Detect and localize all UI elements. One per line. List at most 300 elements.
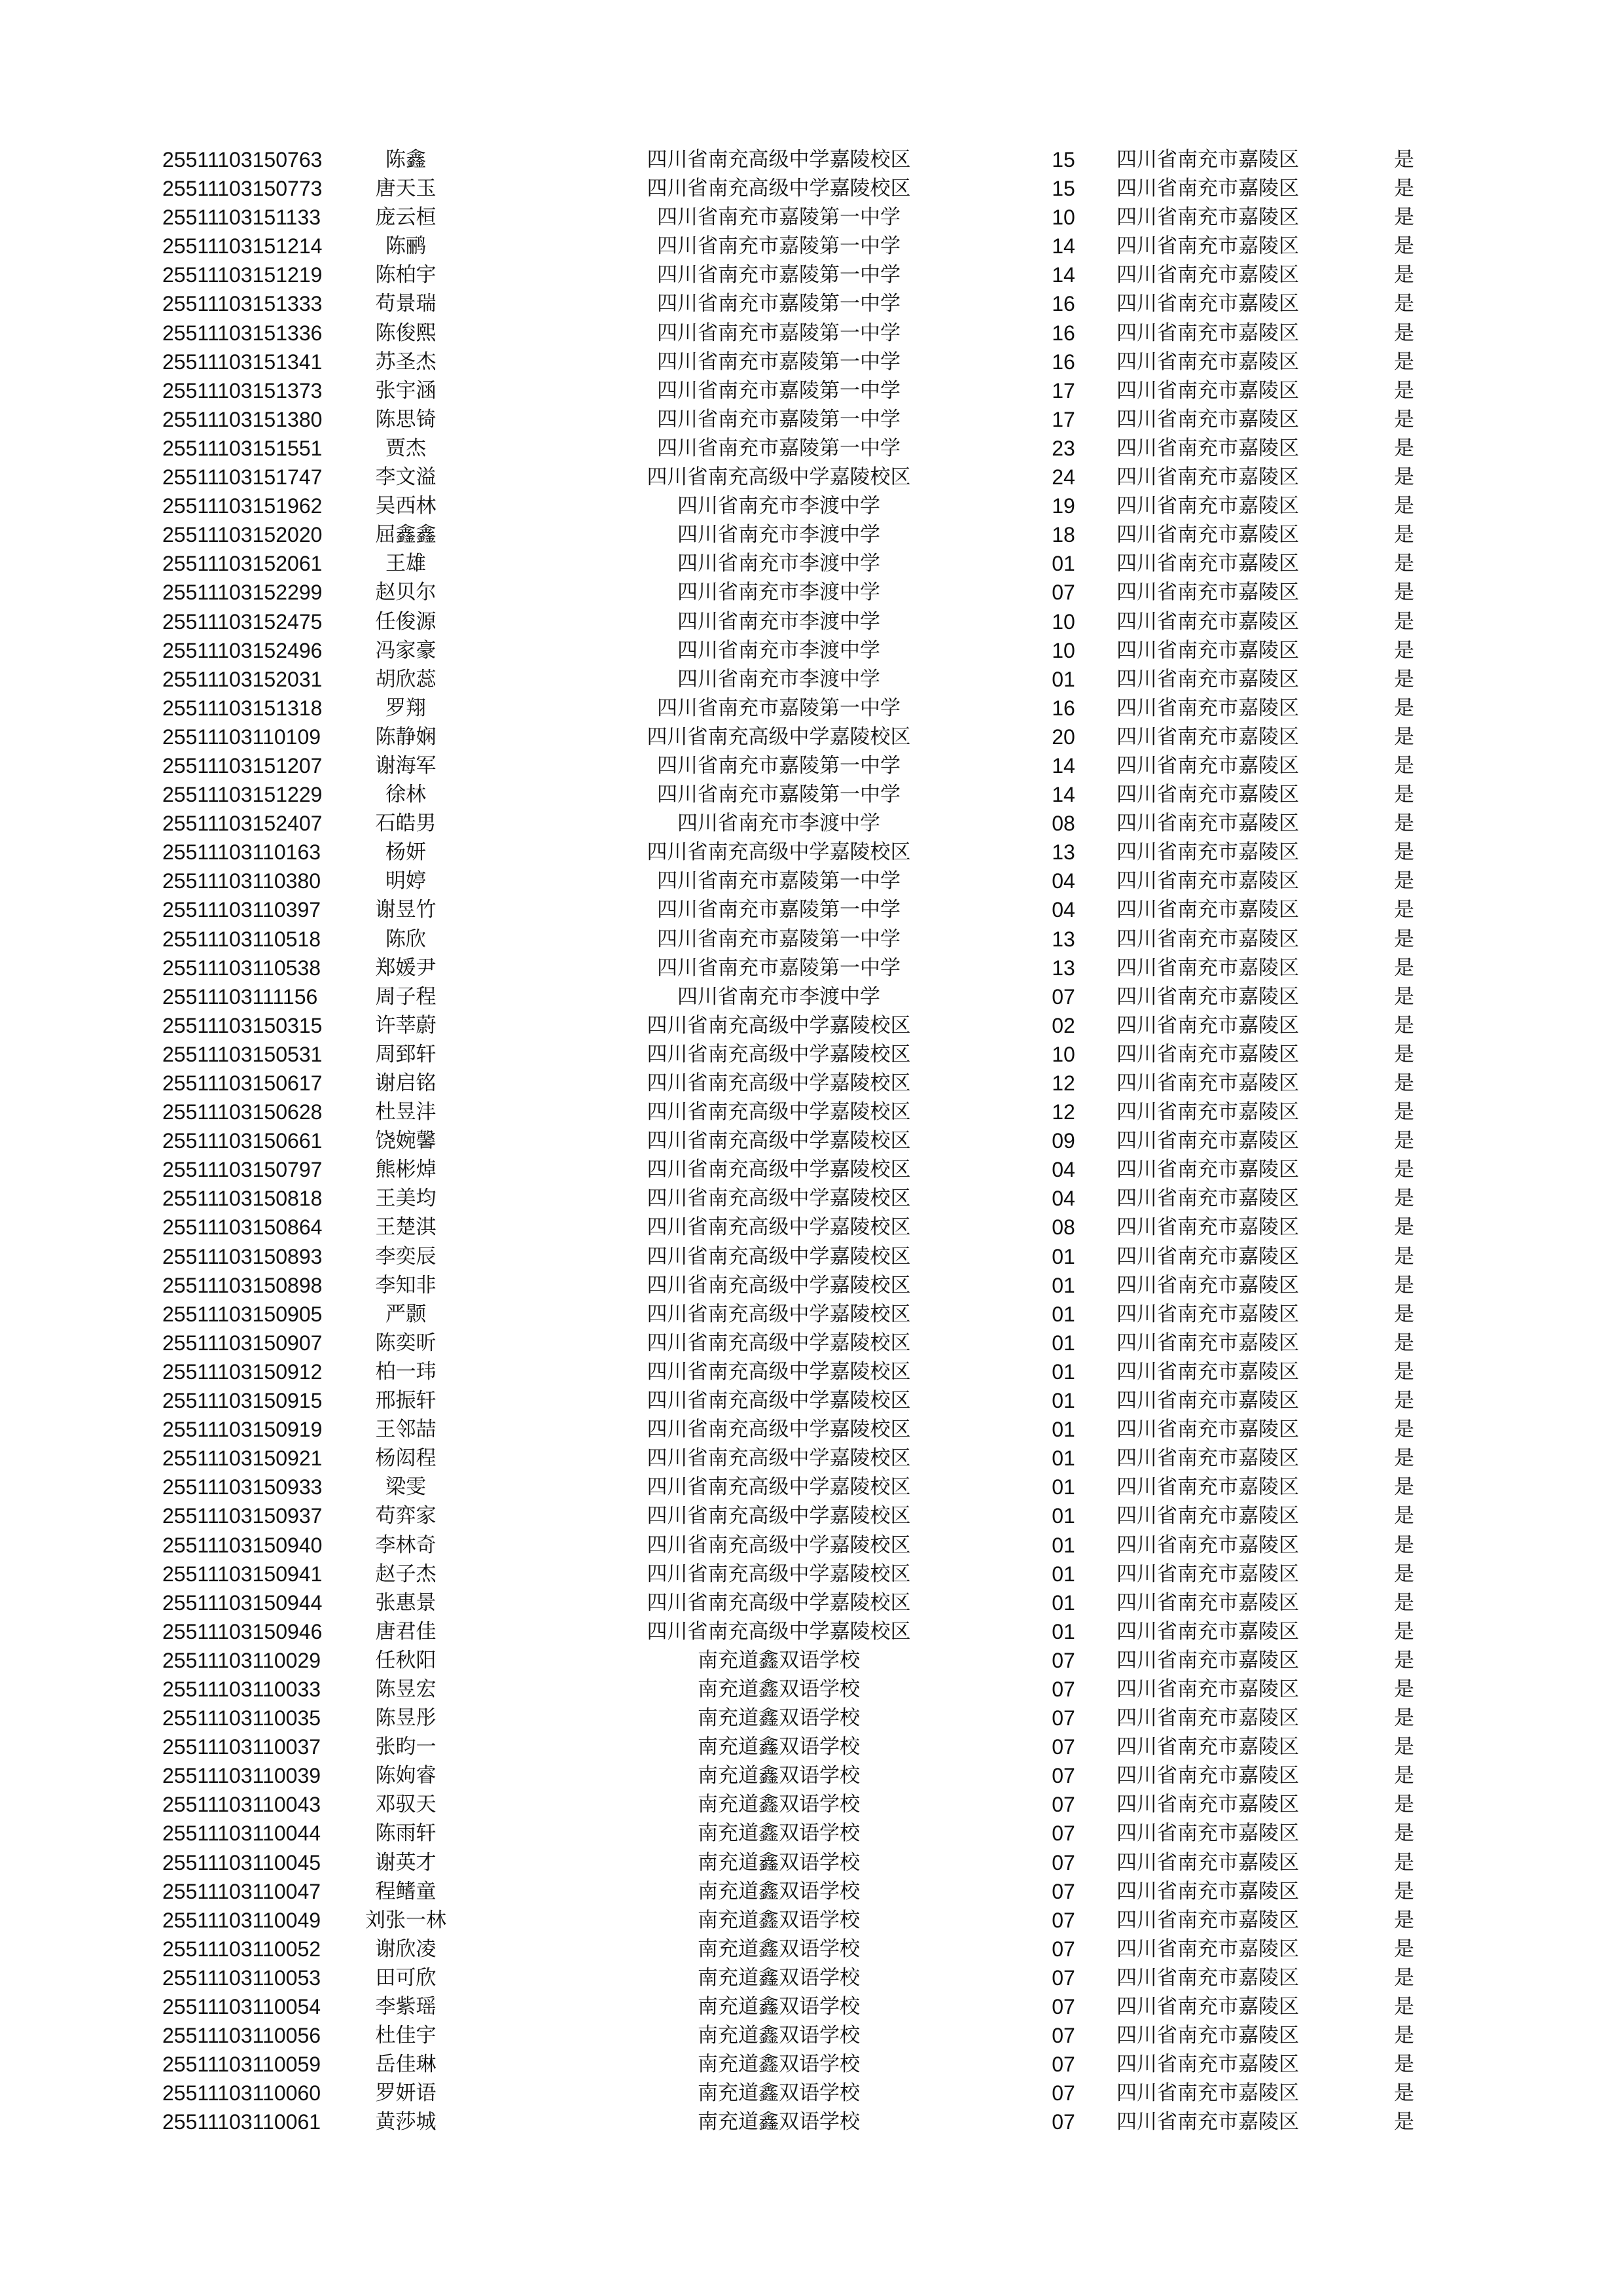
cell-flag: 是	[1394, 407, 1414, 431]
table-row	[0, 1069, 1623, 1098]
cell-grade: 07	[1052, 1937, 1075, 1961]
cell-school: 南充道鑫双语学校	[698, 1879, 860, 1903]
cell-school: 四川省南充市嘉陵第一中学	[657, 696, 901, 720]
cell-name: 徐林	[385, 783, 426, 807]
cell-name: 杜佳宇	[375, 2024, 437, 2048]
cell-region: 四川省南充市嘉陵区	[1116, 1013, 1299, 1037]
cell-grade: 07	[1052, 1965, 1075, 1990]
cell-flag: 是	[1394, 1937, 1414, 1961]
table-row	[0, 723, 1623, 751]
cell-region: 四川省南充市嘉陵区	[1116, 1648, 1299, 1672]
table-row	[0, 1704, 1623, 1732]
cell-flag: 是	[1394, 1302, 1414, 1326]
cell-region: 四川省南充市嘉陵区	[1116, 206, 1299, 230]
cell-grade: 07	[1052, 2024, 1075, 2048]
cell-id: 25511103152299	[162, 581, 323, 605]
cell-flag: 是	[1394, 263, 1414, 287]
cell-school: 四川省南充高级中学嘉陵校区	[647, 1562, 911, 1586]
cell-name: 王雄	[385, 552, 426, 576]
table-row	[0, 1790, 1623, 1819]
cell-grade: 16	[1052, 350, 1075, 374]
table-row	[0, 1126, 1623, 1155]
table-row	[0, 2021, 1623, 2050]
cell-school: 四川省南充市嘉陵第一中学	[657, 869, 901, 893]
cell-id: 25511103150818	[162, 1187, 323, 1211]
cell-school: 南充道鑫双语学校	[698, 1821, 860, 1846]
cell-region: 四川省南充市嘉陵区	[1116, 667, 1299, 691]
table-row	[0, 925, 1623, 954]
cell-name: 梁雯	[385, 1475, 426, 1499]
cell-school: 四川省南充市嘉陵第一中学	[657, 436, 901, 460]
cell-region: 四川省南充市嘉陵区	[1116, 1244, 1299, 1268]
cell-name: 陈奕昕	[375, 1331, 437, 1355]
cell-grade: 16	[1052, 321, 1075, 345]
cell-name: 张宇涵	[375, 378, 437, 403]
cell-flag: 是	[1394, 1244, 1414, 1268]
cell-region: 四川省南充市嘉陵区	[1116, 581, 1299, 605]
cell-school: 四川省南充市嘉陵第一中学	[657, 927, 901, 951]
cell-grade: 01	[1052, 1244, 1075, 1268]
cell-school: 四川省南充高级中学嘉陵校区	[647, 1331, 911, 1355]
cell-grade: 01	[1052, 1562, 1075, 1586]
cell-grade: 17	[1052, 407, 1075, 431]
cell-region: 四川省南充市嘉陵区	[1116, 148, 1299, 171]
table-row	[0, 1964, 1623, 1992]
cell-name: 柏一玮	[375, 1359, 437, 1384]
cell-grade: 01	[1052, 1418, 1075, 1442]
cell-id: 25511103151747	[162, 465, 323, 490]
cell-id: 25511103150937	[162, 1504, 323, 1528]
table-row	[0, 1040, 1623, 1069]
cell-name: 任秋阳	[375, 1648, 437, 1672]
cell-name: 陈鑫	[385, 148, 426, 171]
cell-region: 四川省南充市嘉陵区	[1116, 1821, 1299, 1846]
cell-id: 25511103150933	[162, 1475, 323, 1499]
cell-region: 四川省南充市嘉陵区	[1116, 1215, 1299, 1240]
cell-region: 四川省南充市嘉陵区	[1116, 1158, 1299, 1182]
cell-region: 四川省南充市嘉陵区	[1116, 292, 1299, 316]
cell-school: 四川省南充高级中学嘉陵校区	[647, 1475, 911, 1499]
cell-school: 南充道鑫双语学校	[698, 1677, 860, 1701]
cell-grade: 01	[1052, 1446, 1075, 1471]
table-row	[0, 232, 1623, 260]
cell-school: 四川省南充市嘉陵第一中学	[657, 898, 901, 922]
cell-grade: 02	[1052, 1013, 1075, 1037]
cell-name: 唐天玉	[375, 177, 437, 201]
cell-school: 四川省南充高级中学嘉陵校区	[647, 1100, 911, 1124]
cell-grade: 15	[1052, 148, 1075, 171]
cell-id: 25511103151333	[162, 292, 323, 316]
table-row	[0, 1300, 1623, 1329]
cell-name: 杨闳程	[375, 1446, 437, 1471]
cell-id: 25511103150940	[162, 1533, 323, 1557]
table-row	[0, 1646, 1623, 1675]
cell-region: 四川省南充市嘉陵区	[1116, 1937, 1299, 1961]
cell-flag: 是	[1394, 1100, 1414, 1124]
table-row	[0, 665, 1623, 694]
cell-name: 田可欣	[375, 1965, 437, 1990]
cell-region: 四川省南充市嘉陵区	[1116, 1042, 1299, 1066]
cell-grade: 07	[1052, 1706, 1075, 1731]
cell-name: 任俊源	[375, 609, 437, 634]
cell-flag: 是	[1394, 1793, 1414, 1817]
table-row	[0, 1501, 1623, 1530]
table-row	[0, 145, 1623, 174]
cell-name: 刘张一林	[365, 1908, 446, 1932]
cell-flag: 是	[1394, 1562, 1414, 1586]
cell-name: 王邻喆	[375, 1418, 437, 1442]
cell-region: 四川省南充市嘉陵区	[1116, 1965, 1299, 1990]
cell-id: 25511103110029	[162, 1648, 321, 1672]
cell-flag: 是	[1394, 1735, 1414, 1759]
cell-id: 25511103152475	[162, 609, 323, 634]
cell-name: 贾杰	[385, 436, 426, 460]
cell-flag: 是	[1394, 1418, 1414, 1442]
cell-grade: 19	[1052, 494, 1075, 518]
cell-id: 25511103150531	[162, 1042, 323, 1066]
table-row	[0, 1761, 1623, 1790]
cell-id: 25511103110163	[162, 840, 321, 865]
table-row	[0, 838, 1623, 867]
cell-region: 四川省南充市嘉陵区	[1116, 2081, 1299, 2106]
cell-region: 四川省南充市嘉陵区	[1116, 1706, 1299, 1731]
table-row	[0, 1357, 1623, 1386]
cell-region: 四川省南充市嘉陵区	[1116, 725, 1299, 749]
cell-grade: 01	[1052, 1504, 1075, 1528]
cell-flag: 是	[1394, 1533, 1414, 1557]
table-row	[0, 289, 1623, 318]
cell-grade: 14	[1052, 263, 1075, 287]
cell-school: 四川省南充市嘉陵第一中学	[657, 206, 901, 230]
cell-region: 四川省南充市嘉陵区	[1116, 1359, 1299, 1384]
cell-grade: 01	[1052, 1533, 1075, 1557]
cell-school: 四川省南充高级中学嘉陵校区	[647, 1418, 911, 1442]
cell-grade: 13	[1052, 927, 1075, 951]
cell-region: 四川省南充市嘉陵区	[1116, 1446, 1299, 1471]
cell-name: 张昀一	[375, 1735, 437, 1759]
table-row	[0, 1386, 1623, 1415]
cell-school: 四川省南充高级中学嘉陵校区	[647, 1590, 911, 1615]
cell-id: 25511103152031	[162, 667, 323, 691]
cell-grade: 24	[1052, 465, 1075, 490]
table-row	[0, 2108, 1623, 2136]
cell-id: 25511103110397	[162, 898, 321, 922]
cell-name: 杨妍	[385, 840, 426, 865]
table-row	[0, 578, 1623, 607]
table-row	[0, 1271, 1623, 1300]
cell-region: 四川省南充市嘉陵区	[1116, 1562, 1299, 1586]
cell-id: 25511103110047	[162, 1879, 321, 1903]
cell-name: 邓驭天	[375, 1793, 437, 1817]
cell-id: 25511103150628	[162, 1100, 323, 1124]
cell-region: 四川省南充市嘉陵区	[1116, 2110, 1299, 2134]
table-row	[0, 1819, 1623, 1848]
cell-region: 四川省南充市嘉陵区	[1116, 1908, 1299, 1932]
cell-region: 四川省南充市嘉陵区	[1116, 840, 1299, 865]
cell-flag: 是	[1394, 523, 1414, 547]
cell-region: 四川省南充市嘉陵区	[1116, 753, 1299, 778]
cell-id: 25511103110538	[162, 956, 321, 980]
table-row	[0, 2050, 1623, 2079]
cell-school: 南充道鑫双语学校	[698, 2110, 860, 2134]
cell-region: 四川省南充市嘉陵区	[1116, 321, 1299, 345]
cell-region: 四川省南充市嘉陵区	[1116, 1879, 1299, 1903]
cell-name: 罗翔	[385, 696, 426, 720]
table-row	[0, 607, 1623, 636]
cell-name: 苟弈家	[375, 1504, 437, 1528]
cell-grade: 14	[1052, 234, 1075, 259]
cell-id: 25511103110052	[162, 1937, 321, 1961]
cell-region: 四川省南充市嘉陵区	[1116, 638, 1299, 662]
cell-school: 四川省南充高级中学嘉陵校区	[647, 1244, 911, 1268]
cell-school: 四川省南充市嘉陵第一中学	[657, 956, 901, 980]
cell-id: 25511103151380	[162, 407, 323, 431]
table-row	[0, 1877, 1623, 1906]
cell-id: 25511103150773	[162, 177, 323, 201]
cell-region: 四川省南充市嘉陵区	[1116, 2024, 1299, 2048]
cell-school: 南充道鑫双语学校	[698, 1706, 860, 1731]
cell-grade: 01	[1052, 1359, 1075, 1384]
cell-region: 四川省南充市嘉陵区	[1116, 1619, 1299, 1643]
cell-school: 南充道鑫双语学校	[698, 1648, 860, 1672]
cell-school: 四川省南充市嘉陵第一中学	[657, 753, 901, 778]
cell-flag: 是	[1394, 753, 1414, 778]
cell-id: 25511103150944	[162, 1590, 323, 1615]
cell-id: 25511103110045	[162, 1850, 321, 1874]
cell-flag: 是	[1394, 638, 1414, 662]
table-row	[0, 1098, 1623, 1126]
cell-name: 屈鑫鑫	[375, 523, 437, 547]
cell-id: 25511103150893	[162, 1244, 323, 1268]
cell-grade: 07	[1052, 1879, 1075, 1903]
cell-school: 四川省南充市嘉陵第一中学	[657, 783, 901, 807]
cell-school: 四川省南充市嘉陵第一中学	[657, 321, 901, 345]
cell-grade: 04	[1052, 869, 1075, 893]
cell-grade: 14	[1052, 783, 1075, 807]
cell-grade: 07	[1052, 1821, 1075, 1846]
cell-name: 赵子杰	[375, 1562, 437, 1586]
cell-id: 25511103110035	[162, 1706, 321, 1731]
cell-flag: 是	[1394, 1965, 1414, 1990]
cell-id: 25511103110053	[162, 1965, 321, 1990]
cell-name: 谢欣凌	[375, 1937, 437, 1961]
cell-flag: 是	[1394, 1215, 1414, 1240]
cell-flag: 是	[1394, 350, 1414, 374]
table-row	[0, 1473, 1623, 1501]
cell-flag: 是	[1394, 898, 1414, 922]
cell-name: 谢启铭	[375, 1071, 437, 1095]
cell-school: 南充道鑫双语学校	[698, 1850, 860, 1874]
cell-id: 25511103150941	[162, 1562, 323, 1586]
cell-id: 25511103151219	[162, 263, 323, 287]
cell-region: 四川省南充市嘉陵区	[1116, 1071, 1299, 1095]
cell-id: 25511103110044	[162, 1821, 321, 1846]
table-row	[0, 492, 1623, 520]
cell-id: 25511103152020	[162, 523, 323, 547]
cell-id: 25511103152407	[162, 812, 323, 836]
cell-name: 石皓男	[375, 812, 437, 836]
cell-flag: 是	[1394, 292, 1414, 316]
cell-flag: 是	[1394, 1706, 1414, 1731]
cell-name: 黄莎城	[375, 2110, 437, 2134]
cell-flag: 是	[1394, 148, 1414, 171]
cell-id: 25511103150898	[162, 1273, 323, 1297]
cell-flag: 是	[1394, 783, 1414, 807]
cell-school: 四川省南充市李渡中学	[677, 984, 880, 1009]
cell-grade: 17	[1052, 378, 1075, 403]
table-row	[0, 1329, 1623, 1357]
cell-grade: 18	[1052, 523, 1075, 547]
cell-name: 陈静娴	[375, 725, 437, 749]
cell-flag: 是	[1394, 1590, 1414, 1615]
cell-school: 四川省南充高级中学嘉陵校区	[647, 1533, 911, 1557]
cell-name: 严颢	[385, 1302, 426, 1326]
cell-school: 南充道鑫双语学校	[698, 1908, 860, 1932]
cell-grade: 07	[1052, 581, 1075, 605]
cell-flag: 是	[1394, 378, 1414, 403]
cell-flag: 是	[1394, 1071, 1414, 1095]
cell-id: 25511103110518	[162, 927, 321, 951]
table-row	[0, 1213, 1623, 1242]
cell-grade: 10	[1052, 609, 1075, 634]
cell-region: 四川省南充市嘉陵区	[1116, 783, 1299, 807]
table-row	[0, 982, 1623, 1011]
cell-region: 四川省南充市嘉陵区	[1116, 869, 1299, 893]
cell-region: 四川省南充市嘉陵区	[1116, 234, 1299, 259]
cell-region: 四川省南充市嘉陵区	[1116, 1129, 1299, 1153]
cell-grade: 01	[1052, 1331, 1075, 1355]
cell-flag: 是	[1394, 206, 1414, 230]
cell-flag: 是	[1394, 927, 1414, 951]
table-row	[0, 1848, 1623, 1877]
cell-flag: 是	[1394, 1850, 1414, 1874]
cell-id: 25511103152061	[162, 552, 323, 576]
cell-id: 25511103110109	[162, 725, 321, 749]
cell-name: 谢昱竹	[375, 898, 437, 922]
cell-grade: 10	[1052, 638, 1075, 662]
cell-school: 四川省南充高级中学嘉陵校区	[647, 1302, 911, 1326]
cell-school: 四川省南充高级中学嘉陵校区	[647, 1071, 911, 1095]
cell-region: 四川省南充市嘉陵区	[1116, 1389, 1299, 1413]
cell-grade: 16	[1052, 696, 1075, 720]
cell-school: 四川省南充高级中学嘉陵校区	[647, 1042, 911, 1066]
cell-name: 庞云桓	[375, 206, 437, 230]
cell-school: 南充道鑫双语学校	[698, 1793, 860, 1817]
cell-grade: 07	[1052, 2110, 1075, 2134]
cell-name: 谢海军	[375, 753, 437, 778]
cell-name: 谢英才	[375, 1850, 437, 1874]
cell-id: 25511103151133	[162, 206, 321, 230]
cell-id: 25511103110056	[162, 2024, 321, 2048]
cell-region: 四川省南充市嘉陵区	[1116, 1100, 1299, 1124]
cell-flag: 是	[1394, 1013, 1414, 1037]
cell-flag: 是	[1394, 552, 1414, 576]
table-row	[0, 174, 1623, 203]
cell-name: 陈姁睿	[375, 1764, 437, 1788]
cell-school: 四川省南充高级中学嘉陵校区	[647, 840, 911, 865]
table-row	[0, 463, 1623, 492]
cell-flag: 是	[1394, 1764, 1414, 1788]
cell-region: 四川省南充市嘉陵区	[1116, 407, 1299, 431]
cell-grade: 01	[1052, 667, 1075, 691]
table-row	[0, 1588, 1623, 1617]
cell-school: 四川省南充市嘉陵第一中学	[657, 407, 901, 431]
cell-name: 李知非	[375, 1273, 437, 1297]
cell-grade: 01	[1052, 1302, 1075, 1326]
cell-name: 陈昱彤	[375, 1706, 437, 1731]
cell-id: 25511103110049	[162, 1908, 321, 1932]
cell-flag: 是	[1394, 1042, 1414, 1066]
cell-grade: 13	[1052, 956, 1075, 980]
cell-id: 25511103151341	[162, 350, 323, 374]
table-row	[0, 1992, 1623, 2021]
cell-flag: 是	[1394, 2024, 1414, 2048]
table-row	[0, 1617, 1623, 1646]
cell-grade: 07	[1052, 1793, 1075, 1817]
cell-name: 周郅轩	[375, 1042, 437, 1066]
cell-flag: 是	[1394, 1129, 1414, 1153]
cell-name: 陈欣	[385, 927, 426, 951]
cell-school: 四川省南充高级中学嘉陵校区	[647, 1215, 911, 1240]
cell-grade: 07	[1052, 984, 1075, 1009]
cell-id: 25511103151551	[162, 436, 323, 460]
cell-grade: 07	[1052, 1908, 1075, 1932]
cell-grade: 01	[1052, 1389, 1075, 1413]
cell-region: 四川省南充市嘉陵区	[1116, 1475, 1299, 1499]
cell-id: 25511103150661	[162, 1129, 323, 1153]
cell-region: 四川省南充市嘉陵区	[1116, 1302, 1299, 1326]
cell-region: 四川省南充市嘉陵区	[1116, 1677, 1299, 1701]
cell-id: 25511103151373	[162, 378, 323, 403]
cell-name: 陈柏宇	[375, 263, 437, 287]
cell-name: 岳佳琳	[375, 2053, 437, 2077]
cell-grade: 12	[1052, 1100, 1075, 1124]
cell-flag: 是	[1394, 2053, 1414, 2077]
cell-grade: 08	[1052, 1215, 1075, 1240]
cell-flag: 是	[1394, 2081, 1414, 2106]
table-row	[0, 1155, 1623, 1184]
cell-school: 四川省南充市李渡中学	[677, 609, 880, 634]
cell-id: 25511103150915	[162, 1389, 323, 1413]
cell-grade: 07	[1052, 1764, 1075, 1788]
cell-grade: 13	[1052, 840, 1075, 865]
cell-name: 冯家豪	[375, 638, 437, 662]
cell-school: 四川省南充高级中学嘉陵校区	[647, 1158, 911, 1182]
cell-flag: 是	[1394, 1908, 1414, 1932]
cell-school: 南充道鑫双语学校	[698, 2081, 860, 2106]
cell-flag: 是	[1394, 1648, 1414, 1672]
table-row	[0, 1935, 1623, 1964]
cell-flag: 是	[1394, 812, 1414, 836]
cell-region: 四川省南充市嘉陵区	[1116, 1504, 1299, 1528]
cell-region: 四川省南充市嘉陵区	[1116, 494, 1299, 518]
cell-school: 四川省南充市李渡中学	[677, 638, 880, 662]
cell-name: 李文溢	[375, 465, 437, 490]
cell-grade: 12	[1052, 1071, 1075, 1095]
cell-school: 四川省南充市李渡中学	[677, 667, 880, 691]
cell-flag: 是	[1394, 2110, 1414, 2134]
cell-id: 25511103150921	[162, 1446, 323, 1471]
cell-name: 唐君佳	[375, 1619, 437, 1643]
cell-school: 四川省南充高级中学嘉陵校区	[647, 1446, 911, 1471]
cell-name: 李林奇	[375, 1533, 437, 1557]
cell-school: 四川省南充市李渡中学	[677, 552, 880, 576]
table-row	[0, 895, 1623, 924]
cell-id: 25511103150617	[162, 1071, 323, 1095]
cell-region: 四川省南充市嘉陵区	[1116, 1764, 1299, 1788]
cell-id: 25511103150907	[162, 1331, 323, 1355]
cell-school: 四川省南充市嘉陵第一中学	[657, 263, 901, 287]
